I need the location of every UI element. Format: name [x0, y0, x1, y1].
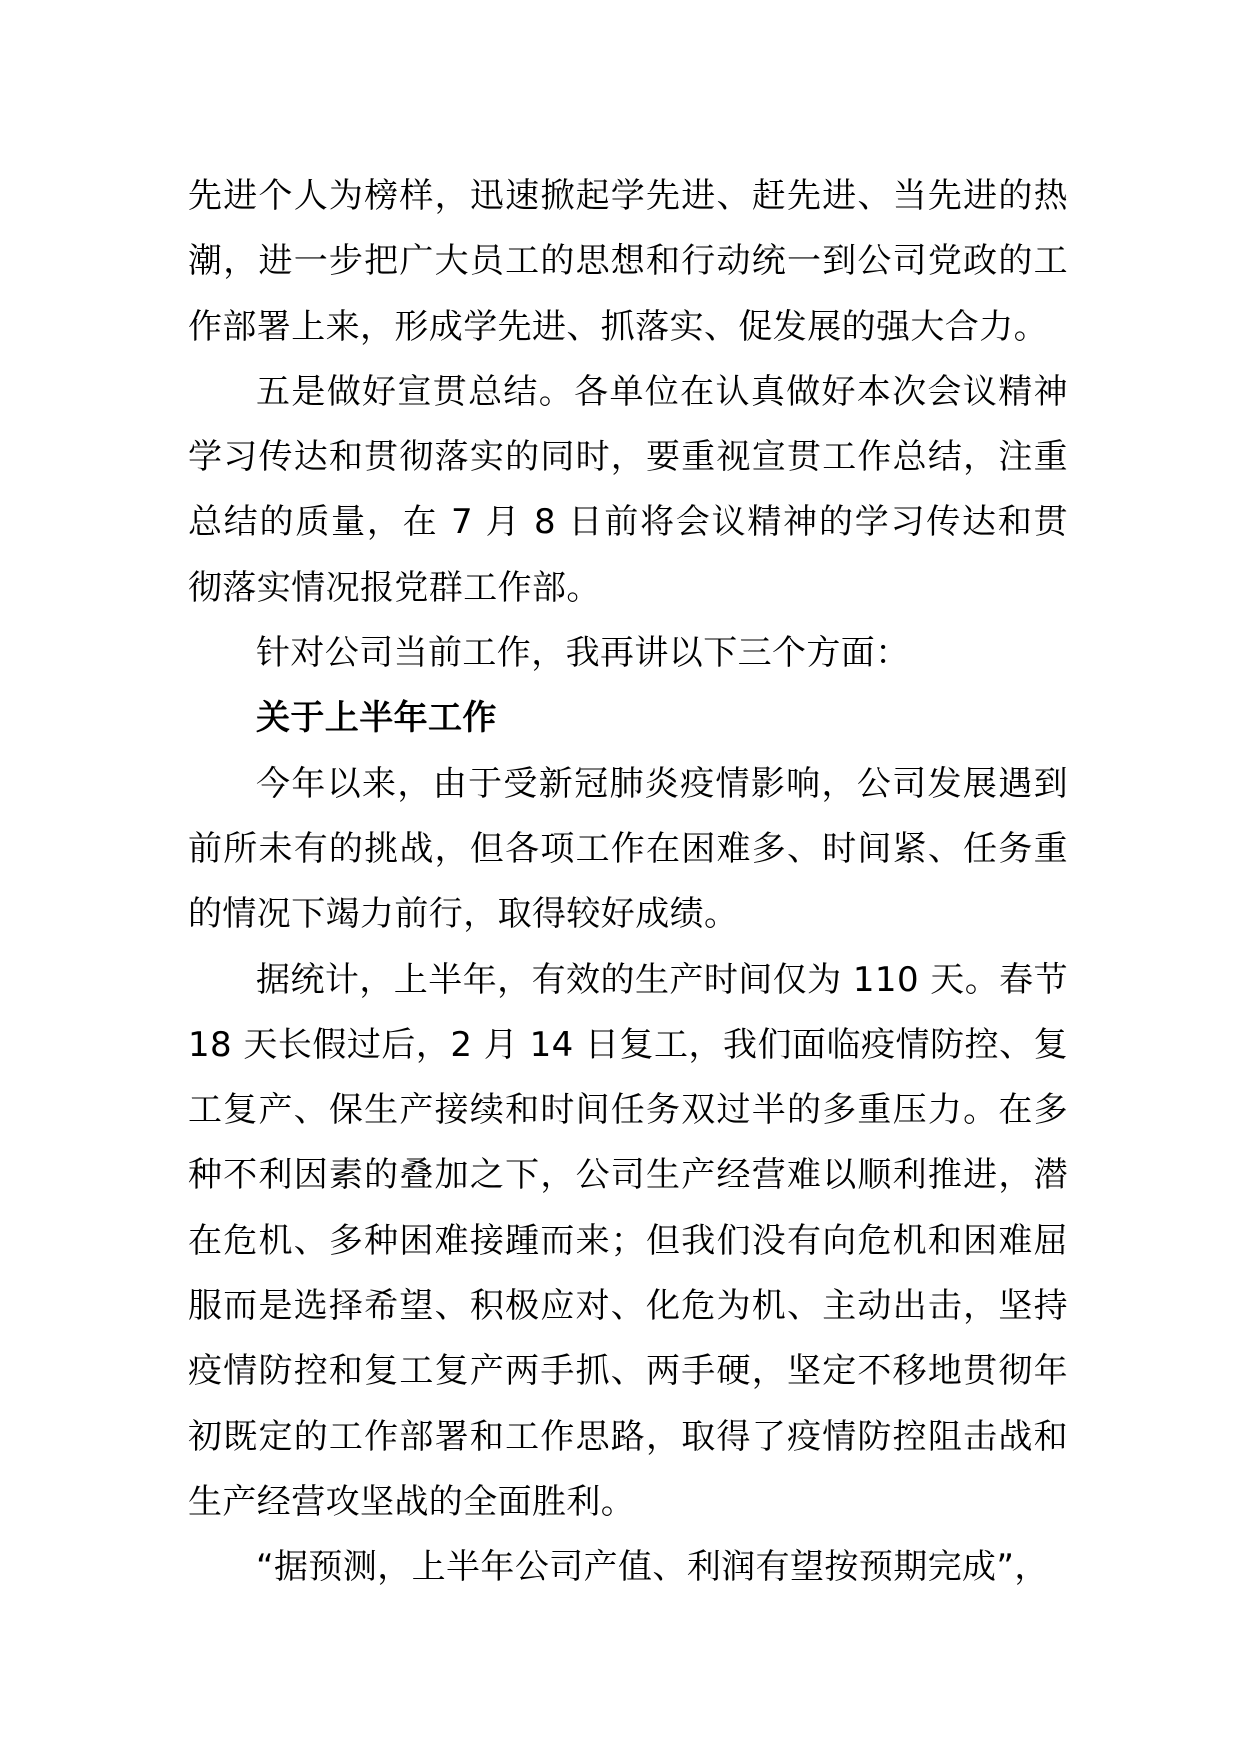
section-heading: 关于上半年工作 — [256, 698, 497, 739]
paragraph-summary-item-five: 五是做好宣贯总结。各单位在认真做好本次会议精神学习传达和贯彻落实的同时，要重视宣贯工作总结，注重总结的质量，在 7 月 8 日前将会议精神的学习传达和贯彻落实情况报党群工作部。 — [188, 371, 1068, 608]
paragraph-continuation: 先进个人为榜样，迅速掀起学先进、赶先进、当先进的热潮，进一步把广大员工的思想和行动统一到公司党政的工作部署上来，形成学先进、抓落实、促发展的强大合力。 — [188, 176, 1068, 347]
document-body — [188, 164, 1068, 1601]
paragraph-intro: 今年以来，由于受新冠肺炎疫情影响，公司发展遇到前所未有的挑战，但各项工作在困难多、时间紧、任务重的情况下竭力前行，取得较好成绩。 — [188, 763, 1068, 935]
paragraph-statistics: 据统计，上半年，有效的生产时间仅为 110 天。春节 18 天长假过后，2 月 14 日复工，我们面临疫情防控、复工复产、保生产接续和时间任务双过半的多重压力。在多种不利因素的叠加之下，公司生产经营难以顺利推进，潜在危机、多种困难接踵而来；但我们没有向危机和困难屈服而是选择希望、积极应对、化危为机、主动出击，坚持疫情防控和复工复产两手抓、两手硬，坚定不移地贯彻年初既定的工作部署和工作思路，取得了疫情防控阻击战和生产经营攻坚战的全面胜利。 — [188, 959, 1068, 1522]
paragraph-transition: 针对公司当前工作，我再讲以下三个方面： — [256, 633, 910, 674]
paragraph-forecast: “据预测，上半年公司产值、利润有望按预期完成”， — [256, 1547, 1049, 1588]
